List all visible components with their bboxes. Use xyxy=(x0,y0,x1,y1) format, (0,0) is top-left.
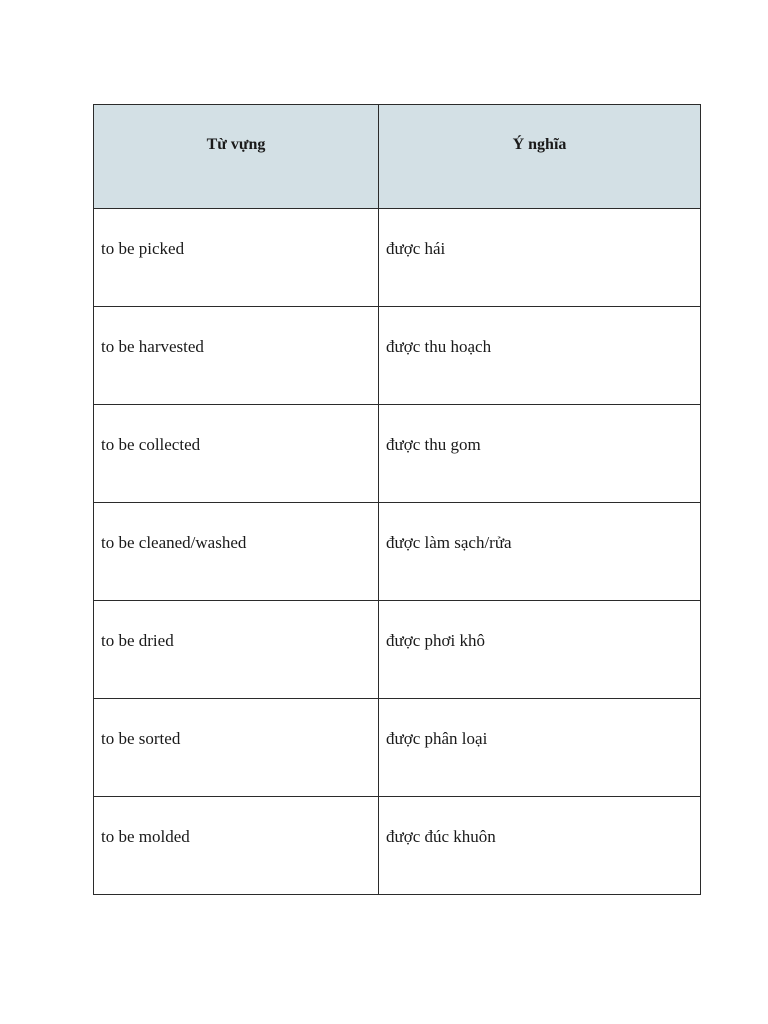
table-row xyxy=(94,209,701,307)
table-header xyxy=(94,105,701,209)
table-body xyxy=(94,209,701,895)
header-row xyxy=(94,105,701,209)
vocabulary-cell: to be collected xyxy=(94,405,379,503)
meaning-cell: được thu hoạch xyxy=(379,307,701,405)
table-row xyxy=(94,601,701,699)
meaning-cell: được thu gom xyxy=(379,405,701,503)
column-header-meaning: Ý nghĩa xyxy=(379,105,701,209)
meaning-cell: được đúc khuôn xyxy=(379,797,701,895)
vocabulary-cell: to be molded xyxy=(94,797,379,895)
vocabulary-table xyxy=(93,104,701,895)
meaning-cell: được làm sạch/rửa xyxy=(379,503,701,601)
table-row xyxy=(94,307,701,405)
table-row xyxy=(94,503,701,601)
table-row xyxy=(94,405,701,503)
column-header-vocabulary: Từ vựng xyxy=(94,105,379,209)
vocabulary-cell: to be cleaned/washed xyxy=(94,503,379,601)
meaning-cell: được phơi khô xyxy=(379,601,701,699)
vocabulary-cell: to be sorted xyxy=(94,699,379,797)
vocabulary-cell: to be harvested xyxy=(94,307,379,405)
table-row xyxy=(94,699,701,797)
table-row xyxy=(94,797,701,895)
vocabulary-cell: to be dried xyxy=(94,601,379,699)
meaning-cell: được hái xyxy=(379,209,701,307)
vocabulary-cell: to be picked xyxy=(94,209,379,307)
meaning-cell: được phân loại xyxy=(379,699,701,797)
